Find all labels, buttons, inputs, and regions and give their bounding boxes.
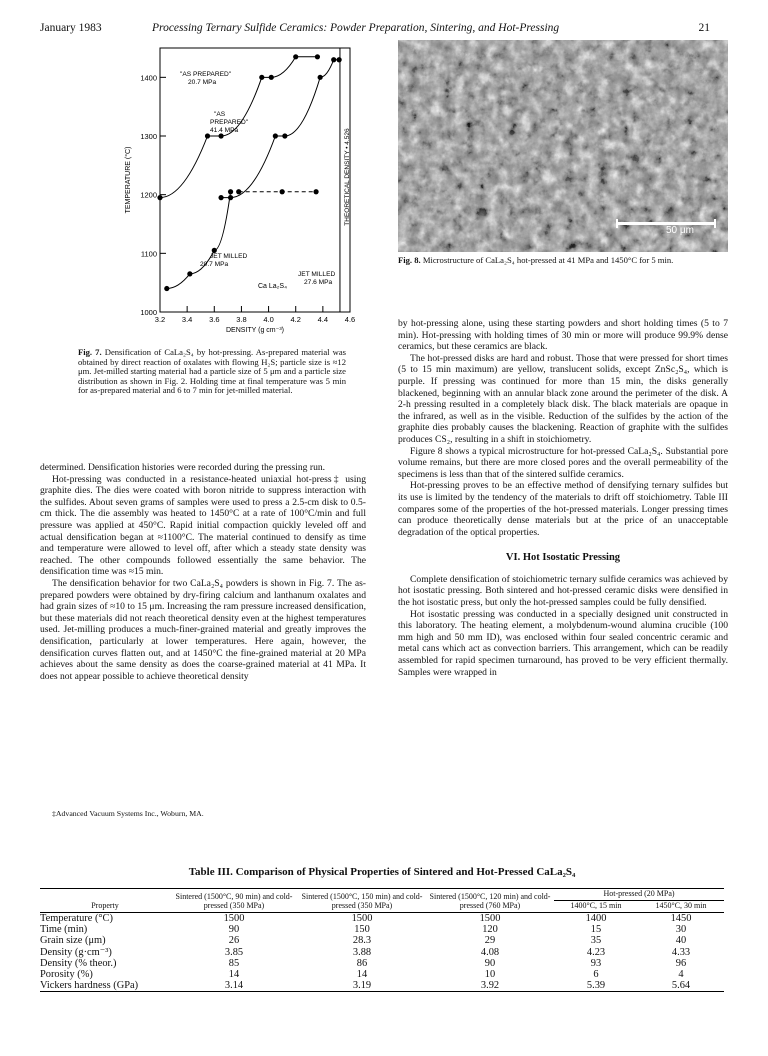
data-point — [313, 189, 318, 194]
table-header-col: Sintered (1500°C, 120 min) and cold-pressed (760 MPa) — [426, 889, 554, 913]
data-point — [337, 57, 342, 62]
paragraph: Hot-pressing proves to be an effective method of densifying ternary sulfides but its use is limited by the tendency of the materials to drift off stoichiometry. Table III compares some of the properties of the hot-pressed materials. Longer pressing times can produce theoretically dense materials but at the price of an unacceptable degradation of the optical properties. — [398, 480, 728, 538]
table-cell-value: 3.92 — [426, 980, 554, 992]
y-tick-label: 1000 — [140, 308, 157, 317]
x-tick-label: 4.4 — [317, 315, 329, 324]
x-tick-label: 4.0 — [263, 315, 274, 324]
table-cell-value: 3.85 — [224, 946, 244, 958]
fig7-caption-label: Fig. 7. — [78, 347, 102, 357]
data-point — [280, 189, 285, 194]
fig8-caption-text: Microstructure of CaLa₂S₄ hot-pressed at 41 MPa and 1450°C for 5 min. — [422, 255, 674, 265]
y-tick-label: 1400 — [140, 73, 157, 83]
paragraph: Figure 8 shows a typical microstructure for hot-pressed CaLa₂S₄. Substantial pore volume remains, but there are more closed pores and the overall permeability of the specimens is less than that of the sintered sulfide ceramics. — [398, 445, 728, 480]
table-cell-value: 3.88 — [352, 946, 372, 958]
table-cell-value: 30 — [675, 924, 687, 935]
fig7-caption — [78, 348, 346, 396]
data-point — [187, 271, 192, 276]
table-cell-property: Temperature (°C) — [40, 913, 113, 924]
x-tick-label: 3.8 — [236, 315, 247, 324]
x-axis-label: DENSITY (g cm⁻³) — [225, 327, 285, 334]
x-tick-label: 3.6 — [209, 315, 220, 324]
table-cell-value: 1450 — [670, 913, 692, 924]
series-curve — [221, 60, 339, 198]
table-cell-property: Time (min) — [40, 924, 88, 935]
running-header-title: Processing Ternary Sulfide Ceramics: Powder Preparation, Sintering, and Hot-Pressing — [152, 22, 560, 34]
paragraph: The densification behavior for two CaLa₂S₄ powders is shown in Fig. 7. The as-prepared powders were obtained by dry-firing calcium and lanthanum oxalates and had grain sizes of ≈10 to 15 μm. Increasing the ram pressure increased densification, but these materials did not reach theoretical density even at the highest temperatures used. Jet-milling produces a much-finer-grained material and greatly improves the densification, particularly at lower temperatures. Here again, however, the densification curves flatten out, and at 1450°C the fine-grained material at 20 MPa achieves about the same density as does the coarse-grained material at 41 MPa. It does not appear possible to achieve theoretical density — [40, 577, 366, 682]
data-point — [293, 54, 298, 59]
paragraph: determined. Densification histories were recorded during the pressing run. — [40, 462, 326, 473]
table-cell-value: 4.33 — [671, 946, 691, 958]
fig8-caption-label: Fig. 8. — [398, 255, 421, 265]
table-cell-value: 40 — [675, 935, 687, 946]
paragraph: Hot-pressing was conducted in a resistance-heated uniaxial hot-press‡ using graphite dies. The dies were coated with boron nitride to suppress interaction with the sulfides. About seven grams of samples were used to press a 2.5-cm disk to 0.5-cm thick. The die assembly was heated to 1450°C at a rate of 100°C/min and full pressure was applied at 450°C. Rapid initial compaction quickly leveled off and actual densification began at ≈1100°C. The material continued to densify as time and temperature were allowed to level off, after which a steady state density was reached. The other compounds followed essentially the same behavior. The densification time was ≈15 min. — [40, 473, 366, 578]
table-header-col: Sintered (1500°C, 150 min) and cold-pressed (350 MPa) — [298, 889, 426, 913]
table-cell-value: 96 — [675, 958, 687, 969]
series-label: 41.4 MPa — [210, 127, 239, 134]
data-point — [164, 286, 169, 291]
table-cell-value: 10 — [484, 969, 496, 980]
right-column — [398, 318, 728, 678]
table-cell-value: 3.14 — [170, 980, 298, 992]
table-cell-value: 14 — [228, 969, 240, 980]
table-cell-property: Density (% theor.) — [40, 958, 117, 969]
table-row — [40, 980, 724, 992]
table-cell-value: 1500 — [223, 913, 245, 924]
x-tick-label: 3.2 — [154, 315, 166, 324]
series-label: 20.7 MPa — [188, 79, 217, 86]
y-tick-label: 1300 — [140, 132, 157, 141]
table-cell-value: 15 — [590, 924, 602, 935]
table-cell-value: 5.64 — [638, 980, 724, 992]
y-tick-label: 1100 — [140, 249, 157, 259]
y-tick-label: 1200 — [140, 190, 157, 200]
table-cell-property: Density (g·cm⁻³) — [40, 947, 112, 958]
series-label: "AS PREPARED" — [180, 71, 232, 78]
table-row — [40, 958, 724, 969]
data-point — [228, 195, 233, 200]
compound-label: Ca La₂S₄ — [258, 283, 287, 290]
series-label: 20.7 MPa — [200, 261, 229, 268]
table-cell-value: 90 — [228, 924, 240, 935]
fig7-caption-text: Densification of CaLa₂S₄ by hot-pressing. As-prepared material was obtained by direct reaction of oxalates with flowing H₂S; particle size is ≈12 μm. Jet-milled starting material had a particle size of 5 μm and a particle size distribution as shown in Fig. 2. Holding time at final temperature was 5 min for as-prepared material and 6 to 7 min for jet-milled material. — [78, 347, 346, 396]
table-subheader: 1450°C, 30 min — [638, 901, 724, 913]
table-cell-value: 14 — [356, 969, 368, 980]
table-row — [40, 946, 724, 958]
table-header-hot-pressed: Hot-pressed (20 MPa) — [554, 889, 724, 901]
table-cell-value: 85 — [228, 958, 240, 969]
fig8-caption — [398, 256, 728, 266]
table-cell-property: Porosity (%) — [40, 969, 93, 980]
table-row — [40, 924, 724, 935]
table-cell-value: 4 — [678, 969, 684, 980]
table-subheader: 1400°C, 15 min — [554, 901, 638, 913]
paragraph: Complete densification of stoichiometric ternary sulfide ceramics was achieved by hot isostatic pressing. Both sintered and hot-pressed ceramic disks were densified in the hot isostatic press, but only the hot-pressed samples could be fully densified. — [398, 573, 728, 609]
table-cell-value: 4.08 — [480, 946, 500, 958]
fig7-chart — [108, 40, 370, 340]
properties-table — [40, 888, 724, 992]
table-cell-value: 5.39 — [554, 980, 638, 992]
x-tick-label: 4.6 — [344, 315, 356, 324]
data-point — [331, 57, 336, 62]
series-label: 27.6 MPa — [304, 279, 333, 286]
running-header-date: January 1983 — [40, 22, 102, 34]
scale-bar-label: 50 μm — [666, 225, 694, 236]
section-heading: VI. Hot Isostatic Pressing — [505, 552, 621, 564]
y-axis-label: TEMPERATURE (°C) — [125, 146, 132, 214]
data-point — [282, 133, 287, 138]
x-tick-label: 3.4 — [181, 315, 193, 324]
table-cell-value: 150 — [354, 924, 370, 935]
table-cell-value: 120 — [482, 924, 498, 935]
footnote: ‡Advanced Vacuum Systems Inc., Woburn, MA. — [52, 809, 204, 818]
table-cell-value: 90 — [484, 958, 496, 969]
x-tick-label: 4.2 — [290, 315, 301, 324]
table-cell-value: 86 — [356, 958, 368, 969]
table-row — [40, 935, 724, 946]
paragraph: Hot isostatic pressing was conducted in a specially designed unit constructed in this laboratory. The heating element, a molybdenum-wound alumina crucible (100 mm high and 50 mm ID), was enclosed within four sealed concentric ceramic and metal cans which act as convection barriers. This arrangement, which can be readily assembled for rapid specimen turnaround, has proved to be very efficient thermally. Samples were wrapped in — [398, 608, 728, 678]
paragraph: by hot-pressing alone, using these starting powders and short holding times (5 to 7 min). Hot-pressing with holding times of 30 min or more will produce 99.9% dense ceramics, but these ceramics are black. — [398, 318, 728, 353]
table-cell-value: 1500 — [479, 913, 501, 924]
data-point — [315, 54, 320, 59]
table-header-col: Sintered (1500°C, 90 min) and cold-pressed (350 MPa) — [170, 889, 298, 913]
paragraph: The hot-pressed disks are hard and robust. Those that were pressed for short times (5 to 15 min maximum) are yellow, translucent solids, except ZnSc₂S₄, which is purple. If pressing was continued for more than 15 min, the disks generally blackened, beginning with an annular black zone around the perimeter of the disk. A 2-h pressing resulted in a completely black disk. The black materials are opaque in the infrared, as well as in the visible. Reduction of the sulfides by the action of the graphite dies probably causes the blackening. Reaction of graphite with the sulfides produces CS₂, resulting in a shift in stoichiometry. — [398, 352, 728, 445]
micrograph-image — [398, 40, 728, 252]
table-cell-property: Vickers hardness (GPa) — [40, 980, 170, 992]
table-row — [40, 913, 724, 925]
data-point — [205, 133, 210, 138]
theoretical-density-label: THEORETICAL DENSITY • 4.526 — [343, 128, 351, 226]
table-cell-value: 28.3 — [352, 935, 372, 946]
data-point — [269, 75, 274, 80]
table-cell-property: Grain size (μm) — [40, 935, 106, 946]
series-curve — [167, 192, 231, 289]
series-label: JET MILLED — [210, 253, 248, 260]
table-row — [40, 969, 724, 980]
fig8-micrograph — [398, 40, 728, 252]
table-header-property: Property — [40, 889, 170, 913]
table-cell-value: 6 — [593, 969, 599, 980]
table-cell-value: 3.19 — [298, 980, 426, 992]
series-label: JET MILLED — [298, 271, 336, 278]
page-number: 21 — [698, 22, 710, 34]
table-cell-value: 93 — [590, 958, 602, 969]
left-column — [40, 462, 366, 682]
data-point — [318, 75, 323, 80]
data-point — [259, 75, 264, 80]
table-title: Table III. Comparison of Physical Properties of Sintered and Hot-Pressed CaLa₂S₄ — [188, 866, 576, 878]
series-label: "AS — [214, 111, 226, 118]
data-point — [228, 189, 233, 194]
table-cell-value: 35 — [590, 935, 602, 946]
data-point — [236, 189, 241, 194]
data-point — [273, 133, 278, 138]
data-point — [157, 195, 162, 200]
table-cell-value: 4.23 — [586, 946, 606, 958]
table-cell-value: 1400 — [585, 913, 607, 924]
series-label: PREPARED" — [210, 119, 249, 126]
table-cell-value: 26 — [228, 935, 240, 946]
data-point — [218, 195, 223, 200]
table-cell-value: 29 — [484, 935, 496, 946]
table-cell-value: 1500 — [351, 913, 373, 924]
data-point — [218, 133, 223, 138]
